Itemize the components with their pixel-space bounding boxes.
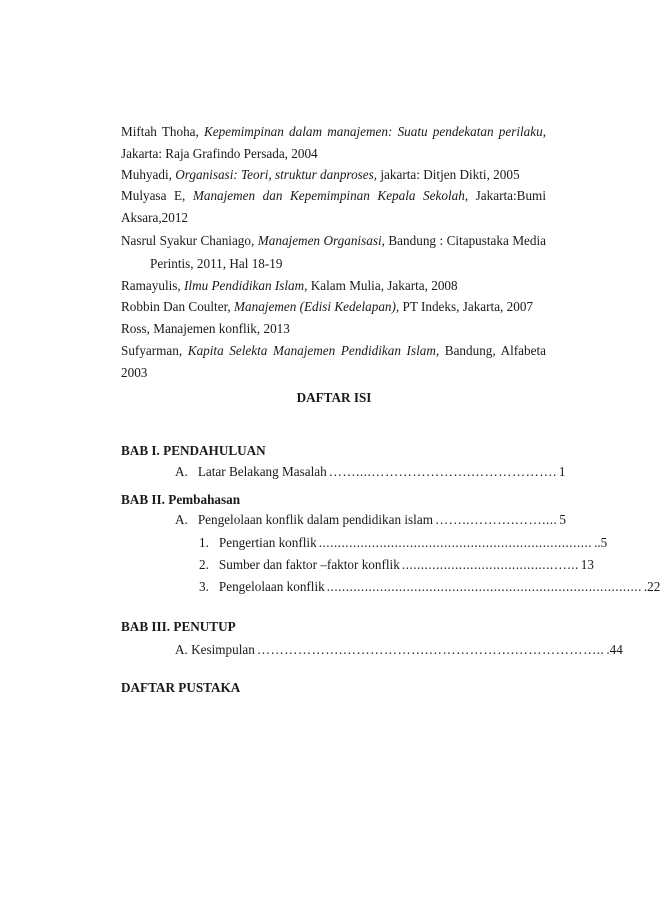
reference-line: Robbin Dan Coulter, Manajemen (Edisi Kedelapan), PT Indeks, Jakarta, 2007 — [121, 299, 534, 314]
reference-line: Sufyarman, Kapita Selekta Manajemen Pendidikan Islam, Bandung, Alfabeta — [121, 343, 546, 358]
reference-line: Nasrul Syakur Chaniago, Manajemen Organisasi, Bandung : Citapustaka Media — [121, 233, 547, 248]
toc-subentry: 2. Sumber dan faktor –faktor konflik ........................................…... 13 — [199, 557, 594, 572]
toc-chapter-3: BAB III. PENUTUP — [121, 619, 236, 634]
toc-chapter-1: BAB I. PENDAHULUAN — [121, 443, 266, 458]
reference-line: Ross, Manajemen konflik, 2013 — [121, 321, 290, 336]
reference-line: Aksara,2012 — [121, 210, 189, 225]
toc-entry: A. Kesimpulan ……………….……………….……………….……………….. .44 — [175, 642, 623, 657]
toc-entry: A. Pengelolaan konflik dalam pendidikan islam ……..……….…….... 5 — [175, 512, 566, 527]
toc-title: DAFTAR ISI — [296, 390, 372, 405]
reference-line: Muhyadi, Organisasi: Teori, struktur danproses, jakarta: Ditjen Dikti, 2005 — [121, 167, 520, 182]
reference-line: 2003 — [121, 365, 148, 380]
reference-line: Mulyasa E, Manajemen dan Kepemimpinan Kepala Sekolah, Jakarta:Bumi — [121, 188, 546, 203]
toc-chapter-2: BAB II. Pembahasan — [121, 492, 241, 507]
reference-line: Miftah Thoha, Kepemimpinan dalam manajemen: Suatu pendekatan perilaku, — [121, 124, 546, 139]
toc-entry: A. Latar Belakang Masalah ……....………………….………………. 1 — [175, 464, 566, 479]
reference-line: Ramayulis, Ilmu Pendidikan Islam, Kalam Mulia, Jakarta, 2008 — [121, 278, 458, 293]
toc-bibliography: DAFTAR PUSTAKA — [121, 680, 241, 695]
reference-line: Jakarta: Raja Grafindo Persada, 2004 — [121, 146, 318, 161]
reference-line: Perintis, 2011, Hal 18-19 — [150, 256, 283, 271]
toc-subentry: 3. Pengelolaan konflik ................................................................................... .22 — [199, 579, 661, 594]
toc-subentry: 1. Pengertian konflik ........................................................................ ..5 — [199, 535, 608, 550]
